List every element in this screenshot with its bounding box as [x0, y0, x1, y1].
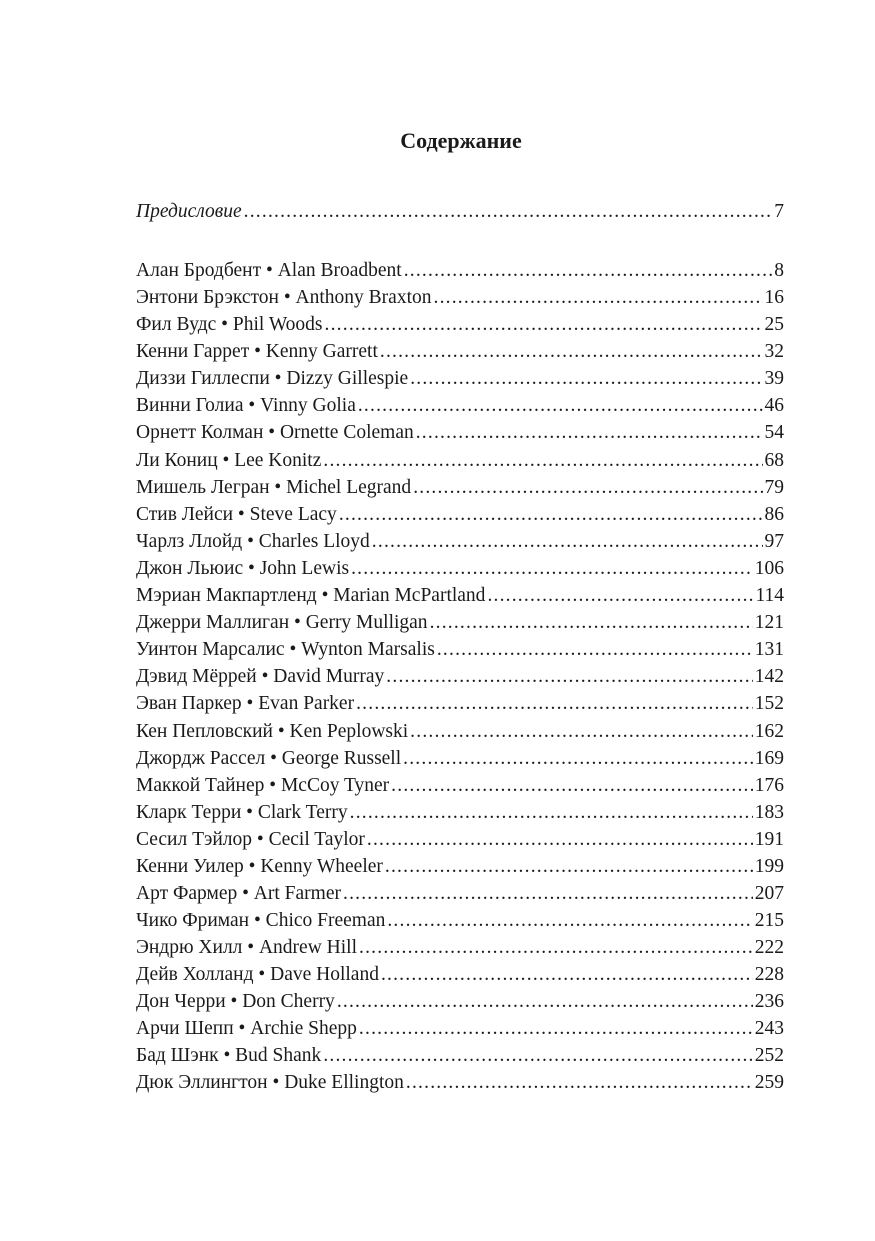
- toc-entry-label: Арчи Шепп • Archie Shepp: [136, 1018, 357, 1039]
- toc-entry-label: Энтони Брэкстон • Anthony Braxton: [136, 287, 432, 308]
- toc-entry-page-number: 152: [754, 693, 784, 714]
- toc-entry-page-number: 199: [754, 856, 784, 877]
- dot-leader: [367, 828, 753, 852]
- dot-leader: [387, 909, 752, 933]
- toc-entry: [136, 421, 784, 445]
- dot-leader: [356, 692, 753, 716]
- toc-entry: [136, 909, 784, 933]
- dot-leader: [487, 584, 753, 608]
- toc-entry-label: Алан Бродбент • Alan Broadbent: [136, 260, 402, 281]
- toc-entry-page-number: 32: [764, 341, 784, 362]
- toc-entry-page-number: 142: [754, 666, 784, 687]
- dot-leader: [343, 882, 753, 906]
- toc-entry-page-number: 252: [754, 1045, 784, 1066]
- dot-leader: [410, 720, 753, 744]
- dot-leader: [380, 340, 763, 364]
- toc-entry-page-number: 97: [764, 531, 784, 552]
- toc-entry-page-number: 176: [754, 775, 784, 796]
- toc-entry-label: Арт Фармер • Art Farmer: [136, 883, 341, 904]
- toc-entry-label: Чарлз Ллойд • Charles Lloyd: [136, 531, 370, 552]
- toc-entry-label: Кенни Уилер • Kenny Wheeler: [136, 856, 383, 877]
- toc-entry-label: Бад Шэнк • Bud Shank: [136, 1045, 322, 1066]
- toc-entry-page-number: 68: [764, 450, 784, 471]
- toc-entry: [136, 990, 784, 1014]
- toc-entry-page-number: 243: [754, 1018, 784, 1039]
- toc-entry: [136, 286, 784, 310]
- toc-entry: [136, 611, 784, 635]
- toc-entry-label: Маккой Тайнер • McCoy Tyner: [136, 775, 390, 796]
- toc-entry: [136, 638, 784, 662]
- toc-entry-page-number: 86: [764, 504, 784, 525]
- dot-leader: [434, 286, 763, 310]
- toc-entry-label: Стив Лейси • Steve Lacy: [136, 504, 337, 525]
- toc-entry: [136, 1044, 784, 1068]
- toc-entry: [136, 584, 784, 608]
- toc-entry-page-number: 215: [754, 910, 784, 931]
- toc-entry-page-number: 191: [754, 829, 784, 850]
- toc-entry-page-number: 106: [754, 558, 784, 579]
- toc-entry: [136, 557, 784, 581]
- toc-entry-label: Диззи Гиллеспи • Dizzy Gillespie: [136, 368, 409, 389]
- dot-leader: [404, 259, 773, 283]
- toc-entry: [136, 259, 784, 283]
- toc-entry: [136, 394, 784, 418]
- toc-entry-page-number: 16: [764, 287, 784, 308]
- toc-entry-page-number: 228: [754, 964, 784, 985]
- toc-entry-label: Кенни Гаррет • Kenny Garrett: [136, 341, 378, 362]
- toc-entry: [136, 530, 784, 554]
- dot-leader: [323, 1044, 752, 1068]
- dot-leader: [325, 313, 763, 337]
- toc-entry-label: Мишель Легран • Michel Legrand: [136, 477, 412, 498]
- toc-entry-label: Джон Льюис • John Lewis: [136, 558, 350, 579]
- toc-entry-label: Мэриан Макпартленд • Marian McPartland: [136, 585, 486, 606]
- dot-leader: [413, 476, 762, 500]
- toc-entry-page-number: 8: [774, 260, 784, 281]
- toc-entry: [136, 855, 784, 879]
- toc-entry-label: Эндрю Хилл • Andrew Hill: [136, 937, 358, 958]
- dot-leader: [358, 394, 763, 418]
- dot-leader: [386, 665, 752, 689]
- dot-leader: [323, 449, 762, 473]
- toc-entry-page-number: 259: [754, 1072, 784, 1093]
- toc-entry-page-number: 114: [755, 585, 784, 606]
- toc-entry-label: Орнетт Колман • Ornette Coleman: [136, 422, 414, 443]
- toc-entry: [136, 828, 784, 852]
- toc-entry-page-number: 131: [754, 639, 784, 660]
- toc-entry: [136, 963, 784, 987]
- toc-entry-page-number: 39: [764, 368, 784, 389]
- toc-entry: [136, 503, 784, 527]
- dot-leader: [410, 367, 762, 391]
- toc-entry-label: Уинтон Марсалис • Wynton Marsalis: [136, 639, 435, 660]
- toc-entry-label: Дейв Холланд • Dave Holland: [136, 964, 379, 985]
- toc-entry: [136, 692, 784, 716]
- toc-entry: [136, 882, 784, 906]
- dot-leader: [385, 855, 753, 879]
- toc-preface-row: [136, 200, 784, 224]
- toc-entry-label: Кларк Терри • Clark Terry: [136, 802, 348, 823]
- toc-entry-page-number: 121: [754, 612, 784, 633]
- toc-entry-page-number: 169: [754, 748, 784, 769]
- page-title: Содержание: [400, 128, 522, 153]
- toc-entry: [136, 476, 784, 500]
- toc-entry: [136, 449, 784, 473]
- toc-entry: [136, 367, 784, 391]
- toc-entry: [136, 936, 784, 960]
- dot-leader: [381, 963, 753, 987]
- toc-entry: [136, 747, 784, 771]
- dot-leader: [359, 936, 753, 960]
- toc-entry-page-number: 222: [754, 937, 784, 958]
- dot-leader: [350, 801, 753, 825]
- dot-leader: [372, 530, 763, 554]
- toc-entry: [136, 340, 784, 364]
- toc-entry: [136, 313, 784, 337]
- toc-entry-label: Джордж Рассел • George Russell: [136, 748, 402, 769]
- dot-leader: [430, 611, 753, 635]
- toc-entry-label: Дюк Эллингтон • Duke Ellington: [136, 1072, 404, 1093]
- toc-entry-page-number: 79: [764, 477, 784, 498]
- dot-leader: [437, 638, 753, 662]
- dot-leader: [351, 557, 753, 581]
- dot-leader: [391, 774, 753, 798]
- toc-entry-page-number: 236: [754, 991, 784, 1012]
- toc-entry: [136, 720, 784, 744]
- toc-entry-label: Дэвид Мёррей • David Murray: [136, 666, 385, 687]
- dot-leader: [416, 421, 763, 445]
- toc-preface-label: Предисловие: [136, 201, 242, 222]
- dot-leader: [403, 747, 753, 771]
- toc-entry-label: Сесил Тэйлор • Cecil Taylor: [136, 829, 365, 850]
- toc-entry-label: Винни Голиа • Vinny Golia: [136, 395, 356, 416]
- toc-entry-label: Кен Пепловский • Ken Peplowski: [136, 721, 409, 742]
- dot-leader: [359, 1017, 753, 1041]
- toc-entry: [136, 1017, 784, 1041]
- toc-entry-page-number: 46: [764, 395, 784, 416]
- toc-entry: [136, 774, 784, 798]
- toc-entry: [136, 1071, 784, 1095]
- toc-entry-page-number: 183: [754, 802, 784, 823]
- toc-entry-label: Ли Кониц • Lee Konitz: [136, 450, 322, 471]
- toc-entry-label: Дон Черри • Don Cherry: [136, 991, 335, 1012]
- toc-preface-page-number: 7: [774, 201, 784, 222]
- dot-leader: [406, 1071, 753, 1095]
- toc-entry: [136, 665, 784, 689]
- toc-entry-label: Эван Паркер • Evan Parker: [136, 693, 355, 714]
- toc-entry-page-number: 25: [764, 314, 784, 335]
- toc-entry-page-number: 54: [764, 422, 784, 443]
- toc-entry-label: Фил Вудс • Phil Woods: [136, 314, 323, 335]
- dot-leader: [244, 200, 773, 224]
- toc-entry-label: Джерри Маллиган • Gerry Mulligan: [136, 612, 428, 633]
- dot-leader: [337, 990, 753, 1014]
- toc-entry-page-number: 207: [754, 883, 784, 904]
- toc-entry-page-number: 162: [754, 721, 784, 742]
- dot-leader: [339, 503, 763, 527]
- toc-entry-label: Чико Фриман • Chico Freeman: [136, 910, 386, 931]
- toc-entry: [136, 801, 784, 825]
